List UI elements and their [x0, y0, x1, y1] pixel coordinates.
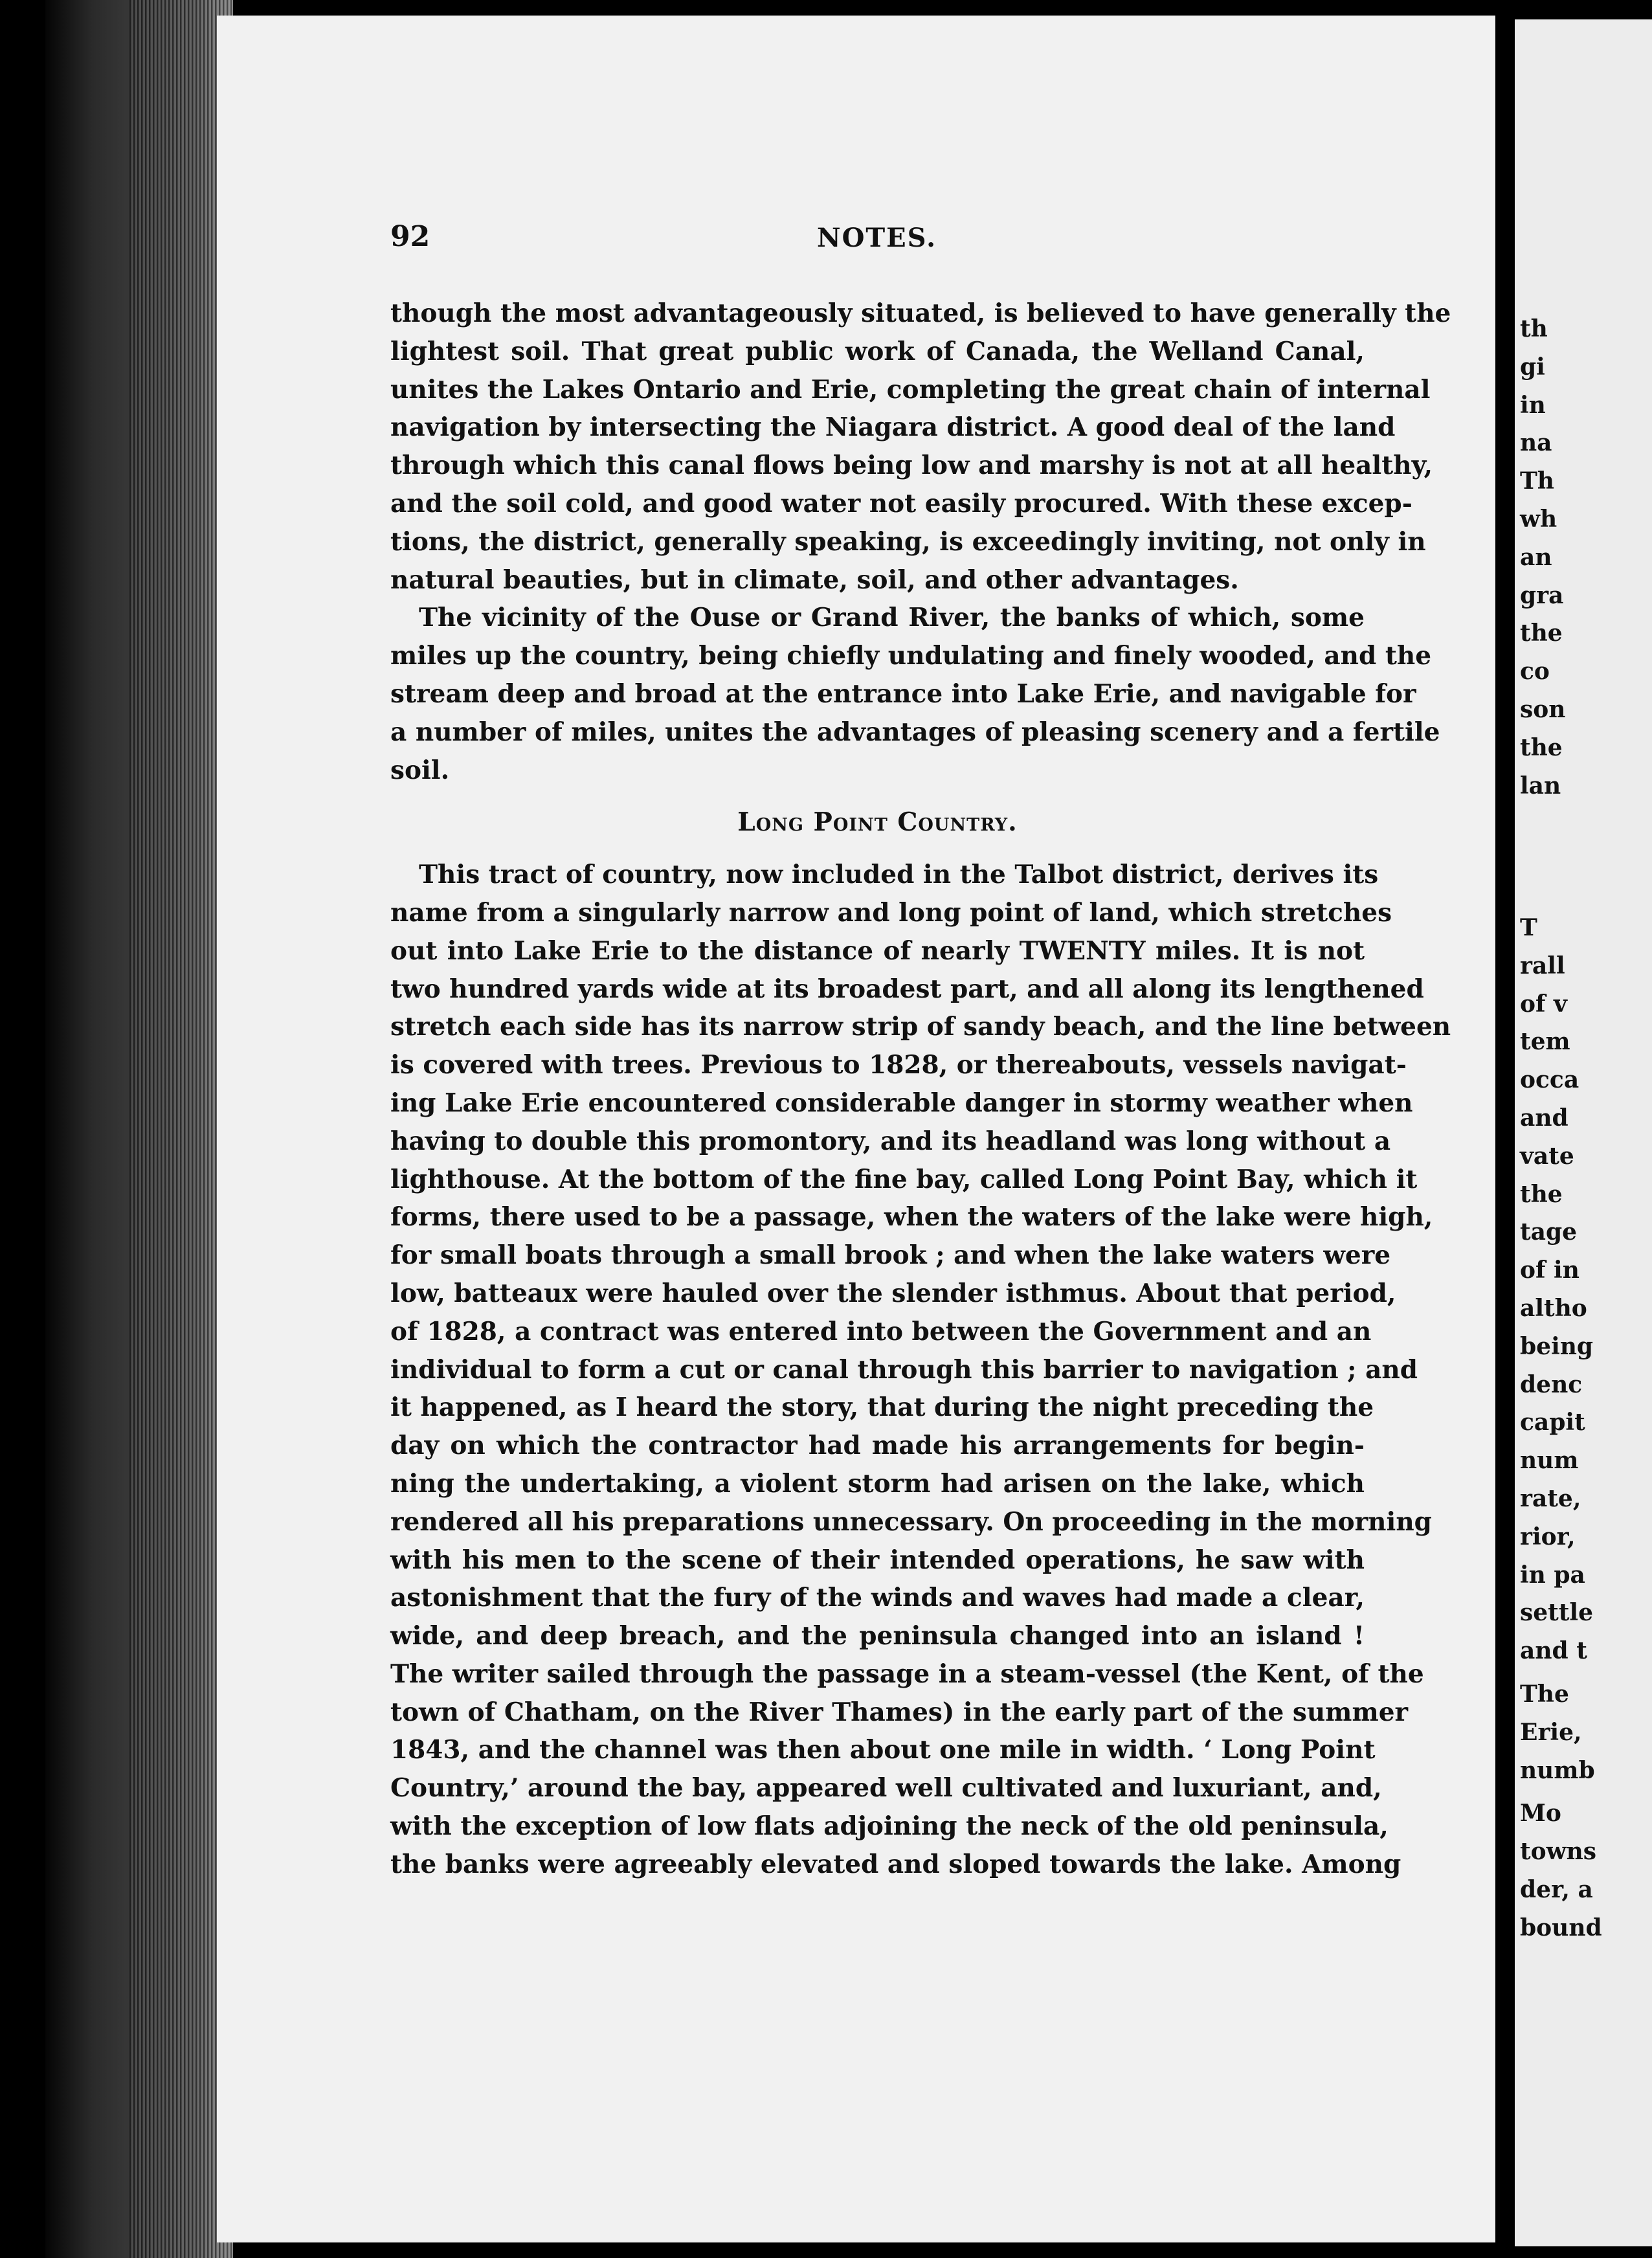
section-heading: Long Point Country. [737, 807, 1018, 838]
right-page-text-fragment: denc [1520, 1370, 1583, 1398]
text-line: 1843, and the channel was then about one mile in width. ‘ Long Point [390, 1735, 1376, 1765]
text-line: two hundred yards wide at its broadest part, and all along its lengthened [390, 974, 1424, 1004]
right-page-text-fragment: rate, [1520, 1485, 1581, 1512]
text-line: natural beauties, but in climate, soil, and other advantages. [390, 564, 1239, 595]
text-line: The vicinity of the Ouse or Grand River, the banks of which, some [419, 603, 1365, 633]
text-line: forms, there used to be a passage, when the waters of the lake were high, [390, 1202, 1433, 1233]
right-page-text-fragment: Th [1520, 467, 1554, 495]
right-page-text-fragment: rior, [1520, 1523, 1576, 1550]
text-line: ning the undertaking, a violent storm had arisen on the lake, which [390, 1468, 1365, 1499]
text-line: town of Chatham, on the River Thames) in the early part of the summer [390, 1697, 1409, 1727]
text-line: soil. [390, 755, 450, 785]
text-line: This tract of country, now included in the Talbot district, derives its [419, 860, 1379, 890]
text-line: navigation by intersecting the Niagara district. A good deal of the land [390, 412, 1396, 443]
text-line: unites the Lakes Ontario and Erie, completing the great chain of internal [390, 374, 1431, 405]
text-line: astonishment that the fury of the winds and waves had made a clear, [390, 1583, 1365, 1613]
right-page-text-fragment: settle [1520, 1599, 1594, 1627]
right-page-text-fragment: in [1520, 391, 1546, 419]
text-line: wide, and deep breach, and the peninsula changed into an island ! [390, 1621, 1365, 1651]
text-line: Country,’ around the bay, appeared well cultivated and luxuriant, and, [390, 1773, 1382, 1804]
right-page-text-fragment: Mo [1520, 1800, 1561, 1828]
text-line: is covered with trees. Previous to 1828, or thereabouts, vessels navigat- [390, 1050, 1407, 1080]
text-line: stretch each side has its narrow strip of sandy beach, and the line between [390, 1012, 1451, 1042]
right-page-text-fragment: bound [1520, 1914, 1602, 1941]
text-line: individual to form a cut or canal through this barrier to navigation ; and [390, 1354, 1418, 1385]
right-page-text-fragment: na [1520, 429, 1552, 457]
text-line: for small boats through a small brook ; and when the lake waters were [390, 1240, 1391, 1271]
right-page-text-fragment: and [1520, 1104, 1568, 1132]
text-line: tions, the district, generally speaking, is exceedingly inviting, not only in [390, 526, 1426, 557]
right-page-text-fragment: the [1520, 1180, 1563, 1208]
text-line: miles up the country, being chiefly undulating and finely wooded, and the [390, 641, 1432, 671]
text-line: lightest soil. That great public work of Canada, the Welland Canal, [390, 336, 1365, 366]
right-page-text-fragment: an [1520, 543, 1552, 571]
right-page-text-fragment: T [1520, 914, 1537, 941]
right-page-text-fragment: altho [1520, 1295, 1587, 1322]
running-head: NOTES. [817, 223, 937, 253]
right-page-text-fragment: towns [1520, 1838, 1597, 1866]
text-line: and the soil cold, and good water not easily procured. With these excep- [390, 488, 1412, 519]
right-page-text-fragment: of v [1520, 990, 1567, 1018]
right-page-text-fragment: rall [1520, 952, 1565, 979]
right-page-text-fragment: son [1520, 696, 1566, 723]
text-line: stream deep and broad at the entrance into Lake Erie, and navigable for [390, 678, 1416, 709]
right-page-text-fragment: th [1520, 315, 1548, 342]
right-page-text-fragment: in pa [1520, 1561, 1585, 1589]
right-page-text-fragment: tage [1520, 1218, 1578, 1246]
text-line: out into Lake Erie to the distance of nearly TWENTY miles. It is not [390, 935, 1365, 966]
text-line: with the exception of low flats adjoining the neck of the old peninsula, [390, 1811, 1389, 1842]
right-page-text-fragment: Erie, [1520, 1718, 1582, 1746]
right-page-text-fragment: being [1520, 1332, 1594, 1360]
text-line: The writer sailed through the passage in a steam-vessel (the Kent, of the [390, 1659, 1424, 1689]
right-page-text-fragment: and t [1520, 1637, 1587, 1665]
right-page-text-fragment: tem [1520, 1028, 1570, 1056]
text-line: day on which the contractor had made his arrangements for begin- [390, 1431, 1365, 1461]
right-page-text-fragment: The [1520, 1681, 1569, 1708]
text-line: low, batteaux were hauled over the slender isthmus. About that period, [390, 1278, 1396, 1308]
right-page-text-fragment: lan [1520, 772, 1561, 799]
text-line: of 1828, a contract was entered into between the Government and an [390, 1316, 1372, 1347]
right-page-text-fragment: vate [1520, 1142, 1574, 1170]
right-page-fragment [1515, 19, 1652, 2246]
text-line: having to double this promontory, and its headland was long without a [390, 1126, 1391, 1156]
text-line: the banks were agreeably elevated and sloped towards the lake. Among [390, 1849, 1401, 1879]
text-line: ing Lake Erie encountered considerable danger in stormy weather when [390, 1088, 1413, 1118]
right-page-text-fragment: der, a [1520, 1876, 1593, 1903]
text-line: a number of miles, unites the advantages of pleasing scenery and a fertile [390, 717, 1440, 747]
book-gutter [1495, 0, 1515, 2258]
text-line: rendered all his preparations unnecessary. On proceeding in the morning [390, 1506, 1432, 1537]
text-line: name from a singularly narrow and long point of land, which stretches [390, 897, 1392, 928]
right-page-text-fragment: the [1520, 733, 1563, 761]
right-page-text-fragment: of in [1520, 1257, 1579, 1284]
text-line: through which this canal flows being low and marshy is not at all healthy, [390, 451, 1433, 481]
right-page-text-fragment: occa [1520, 1066, 1579, 1094]
text-line: lighthouse. At the bottom of the fine bay, called Long Point Bay, which it [390, 1164, 1418, 1194]
right-page-text-fragment: gra [1520, 581, 1564, 609]
page-number: 92 [390, 220, 430, 253]
right-page-text-fragment: co [1520, 658, 1550, 686]
text-line: with his men to the scene of their intended operations, he saw with [390, 1545, 1365, 1575]
right-page-text-fragment: gi [1520, 353, 1545, 381]
page-body-text [390, 295, 1451, 1884]
right-page-text-fragment: capit [1520, 1409, 1585, 1436]
right-page-text-fragment: num [1520, 1447, 1579, 1475]
text-line: though the most advantageously situated, is believed to have generally the [390, 298, 1451, 328]
right-page-text-fragment: wh [1520, 506, 1557, 533]
text-line: it happened, as I heard the story, that during the night preceding the [390, 1392, 1374, 1423]
right-page-text-fragment: numb [1520, 1756, 1595, 1784]
right-page-text-fragment: the [1520, 620, 1563, 647]
